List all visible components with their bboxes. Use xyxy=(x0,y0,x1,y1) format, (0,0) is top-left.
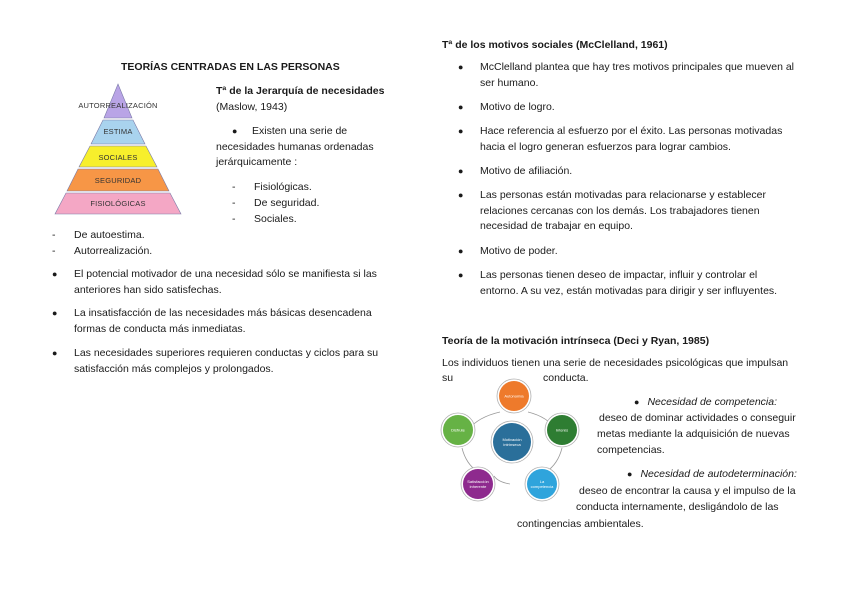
intro-line-1: Existen una serie de xyxy=(252,125,348,137)
cycle-node-label: competencia xyxy=(530,484,554,489)
need-item: - De seguridad. xyxy=(232,197,320,209)
mcclelland-bullet: ● Motivo de afiliación. xyxy=(458,164,848,180)
pyramid-label-estima: ESTIMA xyxy=(103,127,133,136)
competencia-line-1: deseo de dominar actividades o conseguir xyxy=(599,412,796,424)
cycle-center-node-label: Motivación xyxy=(502,437,522,442)
mcclelland-heading: Tª de los motivos sociales (McClelland, 1961) xyxy=(442,39,668,51)
cycle-node-label: inherente xyxy=(469,484,487,489)
bullet-icon: ● xyxy=(458,102,464,112)
cycle-node-label: La xyxy=(539,479,545,484)
pyramid-label-seguridad: SEGURIDAD xyxy=(94,176,142,185)
bullet-icon: ● xyxy=(458,166,464,176)
pyramid-label-autorrealizacion: AUTORREALIZACIÓN xyxy=(78,101,158,110)
bullet-icon: ● xyxy=(232,126,238,136)
bullet-icon: ● xyxy=(458,190,464,200)
cycle-node-label: Interés xyxy=(555,427,569,433)
autodeterminacion-line-1: deseo de encontrar la causa y el impulso de la xyxy=(579,485,796,497)
maslow-bullet: ● Las necesidades superiores requieren conductas y ciclos para su satisfacción más complejos y prolongados. xyxy=(52,347,379,375)
deci-heading: Teoría de la motivación intrínseca (Deci y Ryan, 1985) xyxy=(442,335,710,347)
need-item: - Fisiológicas. xyxy=(232,181,312,193)
mcclelland-bullet: ● Hace referencia al esfuerzo por el éxito. Las personas motivadas hacia el logro generan esfuerzos para lograr cambios. xyxy=(458,125,783,153)
cycle-node-label: Satisfacción xyxy=(467,479,489,484)
maslow-subheading: (Maslow, 1943) xyxy=(216,101,288,113)
bullet-icon: ● xyxy=(458,246,464,256)
mcclelland-bullet: ● Motivo de poder. xyxy=(458,244,848,260)
cycle-node-label: Disfrute xyxy=(451,427,465,433)
maslow-intro xyxy=(216,124,416,171)
need-item: - De autoestima. xyxy=(52,229,145,241)
bullet-icon: ● xyxy=(52,269,58,279)
bullet-icon: ● xyxy=(627,469,633,479)
mcclelland-bullet: ● Motivo de logro. xyxy=(458,100,848,116)
intro-line-3: jerárquicamente : xyxy=(216,156,298,168)
bullet-icon: ● xyxy=(458,270,464,280)
cycle-node-label: Autonomía xyxy=(504,393,524,399)
bullet-icon: ● xyxy=(52,348,58,358)
autodeterminacion-title: ● Necesidad de autodeterminación: xyxy=(627,468,797,480)
mcclelland-bullet: ● McClelland plantea que hay tres motivos principales que mueven al ser humano. xyxy=(458,61,795,89)
maslow-bullet: ● El potencial motivador de una necesidad sólo se manifiesta si las anteriores han sido satisfechas. xyxy=(52,268,377,296)
need-item: - Autorrealización. xyxy=(52,245,153,257)
pyramid-label-sociales: SOCIALES xyxy=(98,153,138,162)
bullet-icon: ● xyxy=(634,397,640,407)
bullet-icon: ● xyxy=(52,308,58,318)
autodeterminacion-line-3: contingencias ambientales. xyxy=(517,518,644,530)
intro-line-2: necesidades humanas ordenadas xyxy=(216,140,374,153)
deci-intro-line-1: Los individuos tienen una serie de necesidades psicológicas que impulsan xyxy=(442,357,789,369)
bullet-icon: ● xyxy=(458,126,464,136)
deci-intro-su: su xyxy=(442,372,454,384)
bullet-icon: ● xyxy=(458,62,464,72)
motivation-cycle-diagram xyxy=(438,372,588,508)
cycle-svg xyxy=(438,372,588,508)
mcclelland-bullet: ● Las personas están motivadas para relacionarse y establecer relaciones cercanas con los demás. Los trabajadores tienen necesidad de trabajar en equipo. xyxy=(458,189,766,232)
cycle-connector xyxy=(494,476,510,484)
maslow-heading: Tª de la Jerarquía de necesidades xyxy=(216,85,385,97)
autodeterminacion-line-2: conducta internamente, desligándolo de las xyxy=(576,501,779,513)
mcclelland-bullet: ● Las personas tienen deseo de impactar, influir y controlar el entorno. A su vez, están motivadas para dirigir y ser influyentes. xyxy=(458,269,778,297)
section-title: TEORÍAS CENTRADAS EN LAS PERSONAS xyxy=(121,61,340,73)
maslow-bullet: ● La insatisfacción de las necesidades más básicas desencadena formas de conducta más inmediatas. xyxy=(52,307,372,335)
cycle-center-node-label: intrínseca xyxy=(503,442,521,447)
pyramid-label-fisiologicas: FISIOLÓGICAS xyxy=(90,199,146,208)
need-item: - Sociales. xyxy=(232,213,297,225)
competencia-line-3: competencias. xyxy=(597,444,665,456)
competencia-line-2: metas mediante la adquisición de nuevas xyxy=(597,428,790,440)
deci-intro-conducta: conducta. xyxy=(543,372,589,384)
competencia-title: ● Necesidad de competencia: xyxy=(634,396,778,408)
